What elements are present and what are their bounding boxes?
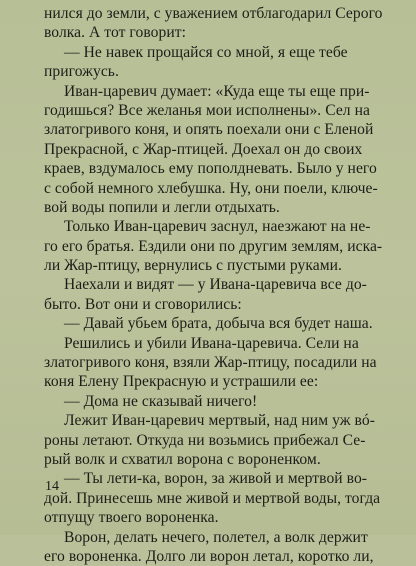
text-line: его вороненка. Долго ли ворон летал, коротко ли, (44, 547, 374, 565)
text-line: краев, вздумалось ему пополдневать. Было у него (44, 160, 377, 178)
text-line: Лежит Иван-царевич мертвый, над ним уж вó- (64, 412, 375, 430)
text-line: волка. А тот говорит: (44, 24, 186, 42)
text-line: — Не навек прощайся со мной, я еще тебе (64, 43, 348, 61)
text-line: коня Елену Прекрасную и устрашили ее: (44, 373, 319, 391)
text-line: вой воды попили и легли отдыхать. (44, 198, 280, 216)
text-line: дой. Принесешь мне живой и мертвой воды, тогда (44, 489, 381, 507)
text-line: златогривого коня, и опять поехали они с Еленой (44, 121, 374, 139)
text-line: — Давай убьем брата, добыча вся будет наша. (64, 315, 373, 333)
text-line: златогривого коня, взяли Жар-птицу, посадили на (44, 354, 377, 372)
text-line: пригожусь. (44, 63, 119, 81)
text-line: го его братья. Ездили они по другим землям, иска- (44, 237, 383, 255)
page-number: 14 (45, 479, 59, 494)
text-line: Прекрасной, с Жар-птицей. Доехал он до своих (44, 140, 363, 158)
text-line: Иван-царевич думает: «Куда еще ты еще при- (64, 82, 370, 100)
text-line: рый волк и схватил ворона с вороненком. (44, 450, 321, 468)
page-text (44, 4, 416, 566)
text-line: роны летают. Откуда ни возьмись прибежал Се- (44, 431, 366, 449)
text-line: нился до земли, с уважением отблагодарил Серого (44, 5, 383, 22)
text-line: отпущу твоего вороненка. (44, 509, 219, 527)
text-line: Решились и убили Ивана-царевича. Сели на (64, 334, 359, 352)
text-line: — Дома не сказывай ничего! (64, 392, 258, 410)
text-line: — Ты лети-ка, ворон, за живой и мертвой во- (64, 470, 368, 488)
text-line: годишься? Все желанья мои исполнены». Сел на (44, 101, 370, 119)
text-line: быто. Вот они и сговорились: (44, 295, 242, 313)
text-line: ли Жар-птицу, вернулись с пустыми руками. (44, 257, 343, 275)
text-line: Только Иван-царевич заснул, наезжают на не- (64, 218, 371, 236)
text-line: Ворон, делать нечего, полетел, а волк держит (64, 528, 368, 546)
text-line: Наехали и видят — у Ивана-царевича все до- (64, 276, 367, 294)
text-line: с собой немного хлебушка. Ну, они поели, ключе- (44, 179, 378, 197)
